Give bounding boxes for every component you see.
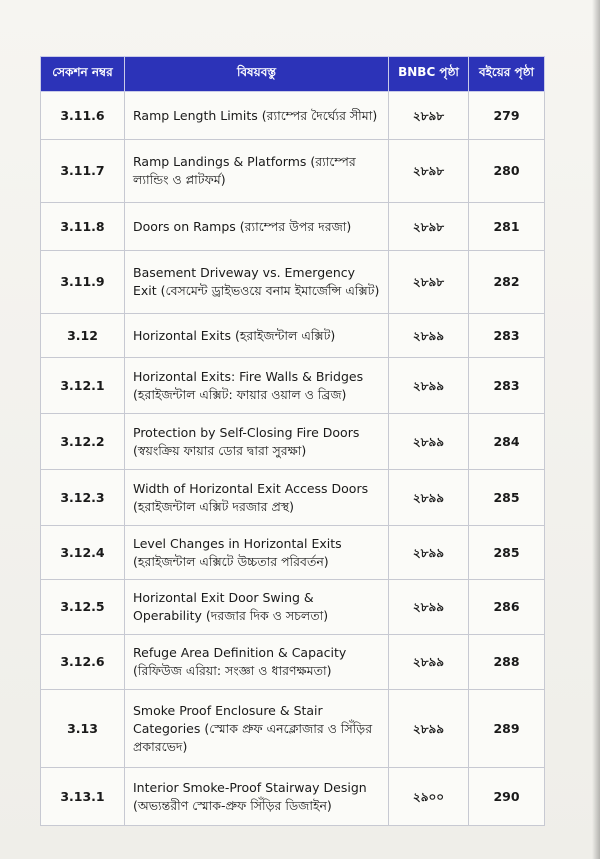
row-book-page: 288 — [469, 635, 545, 690]
row-book-page: 282 — [469, 251, 545, 314]
table-row — [41, 414, 545, 470]
header-book-page: বইয়ের পৃষ্ঠা — [469, 57, 545, 92]
row-bnbc-page: ২৮৯৯ — [389, 635, 469, 690]
row-book-page: 290 — [469, 768, 545, 826]
row-book-page: 283 — [469, 314, 545, 358]
row-book-page: 286 — [469, 580, 545, 635]
table-row — [41, 580, 545, 635]
row-bnbc-page: ২৮৯৮ — [389, 251, 469, 314]
row-book-page: 281 — [469, 203, 545, 251]
row-section: 3.12.3 — [41, 470, 125, 526]
row-bnbc-page: ২৮৯৯ — [389, 526, 469, 580]
table-row — [41, 635, 545, 690]
row-bnbc-page: ২৮৯৮ — [389, 92, 469, 140]
row-section: 3.12.1 — [41, 358, 125, 414]
row-section: 3.11.6 — [41, 92, 125, 140]
row-subject: Level Changes in Horizontal Exits (হরাইজন্টাল এক্সিটে উচ্চতার পরিবর্তন) — [125, 526, 389, 580]
row-bnbc-page: ২৮৯৯ — [389, 414, 469, 470]
table-row — [41, 526, 545, 580]
header-section-no: সেকশন নম্বর — [41, 57, 125, 92]
row-bnbc-page: ২৮৯৯ — [389, 470, 469, 526]
header-bnbc-page: BNBC পৃষ্ঠা — [389, 57, 469, 92]
row-subject: Horizontal Exit Door Swing & Operability (দরজার দিক ও সচলতা) — [125, 580, 389, 635]
row-bnbc-page: ২৮৯৯ — [389, 314, 469, 358]
row-bnbc-page: ২৮৯৯ — [389, 580, 469, 635]
row-subject: Basement Driveway vs. Emergency Exit (বেসমেন্ট ড্রাইভওয়ে বনাম ইমার্জেন্সি এক্সিট) — [125, 251, 389, 314]
row-subject: Ramp Length Limits (র‍্যাম্পের দৈর্ঘ্যের সীমা) — [125, 92, 389, 140]
row-subject: Smoke Proof Enclosure & Stair Categories (স্মোক প্রুফ এনক্লোজার ও সিঁড়ির প্রকারভেদ) — [125, 690, 389, 768]
contents-table — [40, 56, 545, 826]
row-subject: Refuge Area Definition & Capacity (রিফিউজ এরিয়া: সংজ্ঞা ও ধারণক্ষমতা) — [125, 635, 389, 690]
row-subject: Protection by Self-Closing Fire Doors (স্বয়ংক্রিয় ফায়ার ডোর দ্বারা সুরক্ষা) — [125, 414, 389, 470]
row-book-page: 283 — [469, 358, 545, 414]
row-book-page: 284 — [469, 414, 545, 470]
table-header — [41, 57, 545, 92]
row-bnbc-page: ২৯০০ — [389, 768, 469, 826]
row-bnbc-page: ২৮৯৮ — [389, 140, 469, 203]
row-section: 3.12.6 — [41, 635, 125, 690]
table-row — [41, 470, 545, 526]
row-subject: Interior Smoke-Proof Stairway Design (অভ্যন্তরীণ স্মোক-প্রুফ সিঁড়ির ডিজাইন) — [125, 768, 389, 826]
table-row — [41, 690, 545, 768]
row-book-page: 285 — [469, 470, 545, 526]
header-subject: বিষয়বস্তু — [125, 57, 389, 92]
row-section: 3.11.7 — [41, 140, 125, 203]
table-row — [41, 92, 545, 140]
table-row — [41, 140, 545, 203]
row-section: 3.12.2 — [41, 414, 125, 470]
row-bnbc-page: ২৮৯৯ — [389, 690, 469, 768]
row-section: 3.11.9 — [41, 251, 125, 314]
row-section: 3.11.8 — [41, 203, 125, 251]
row-subject: Horizontal Exits (হরাইজন্টাল এক্সিট) — [125, 314, 389, 358]
table-row — [41, 251, 545, 314]
table-body — [41, 92, 545, 826]
row-book-page: 280 — [469, 140, 545, 203]
row-bnbc-page: ২৮৯৯ — [389, 358, 469, 414]
row-section: 3.13 — [41, 690, 125, 768]
table-row — [41, 203, 545, 251]
row-section: 3.12.5 — [41, 580, 125, 635]
row-section: 3.12 — [41, 314, 125, 358]
row-book-page: 285 — [469, 526, 545, 580]
table-row — [41, 314, 545, 358]
row-book-page: 279 — [469, 92, 545, 140]
row-section: 3.13.1 — [41, 768, 125, 826]
row-section: 3.12.4 — [41, 526, 125, 580]
row-book-page: 289 — [469, 690, 545, 768]
row-subject: Doors on Ramps (র‍্যাম্পের উপর দরজা) — [125, 203, 389, 251]
row-subject: Width of Horizontal Exit Access Doors (হরাইজন্টাল এক্সিট দরজার প্রস্থ) — [125, 470, 389, 526]
row-subject: Ramp Landings & Platforms (র‍্যাম্পের ল্যান্ডিং ও প্লাটফর্ম) — [125, 140, 389, 203]
row-bnbc-page: ২৮৯৮ — [389, 203, 469, 251]
table-row — [41, 358, 545, 414]
table-row — [41, 768, 545, 826]
row-subject: Horizontal Exits: Fire Walls & Bridges (হরাইজন্টাল এক্সিট: ফায়ার ওয়াল ও ব্রিজ) — [125, 358, 389, 414]
